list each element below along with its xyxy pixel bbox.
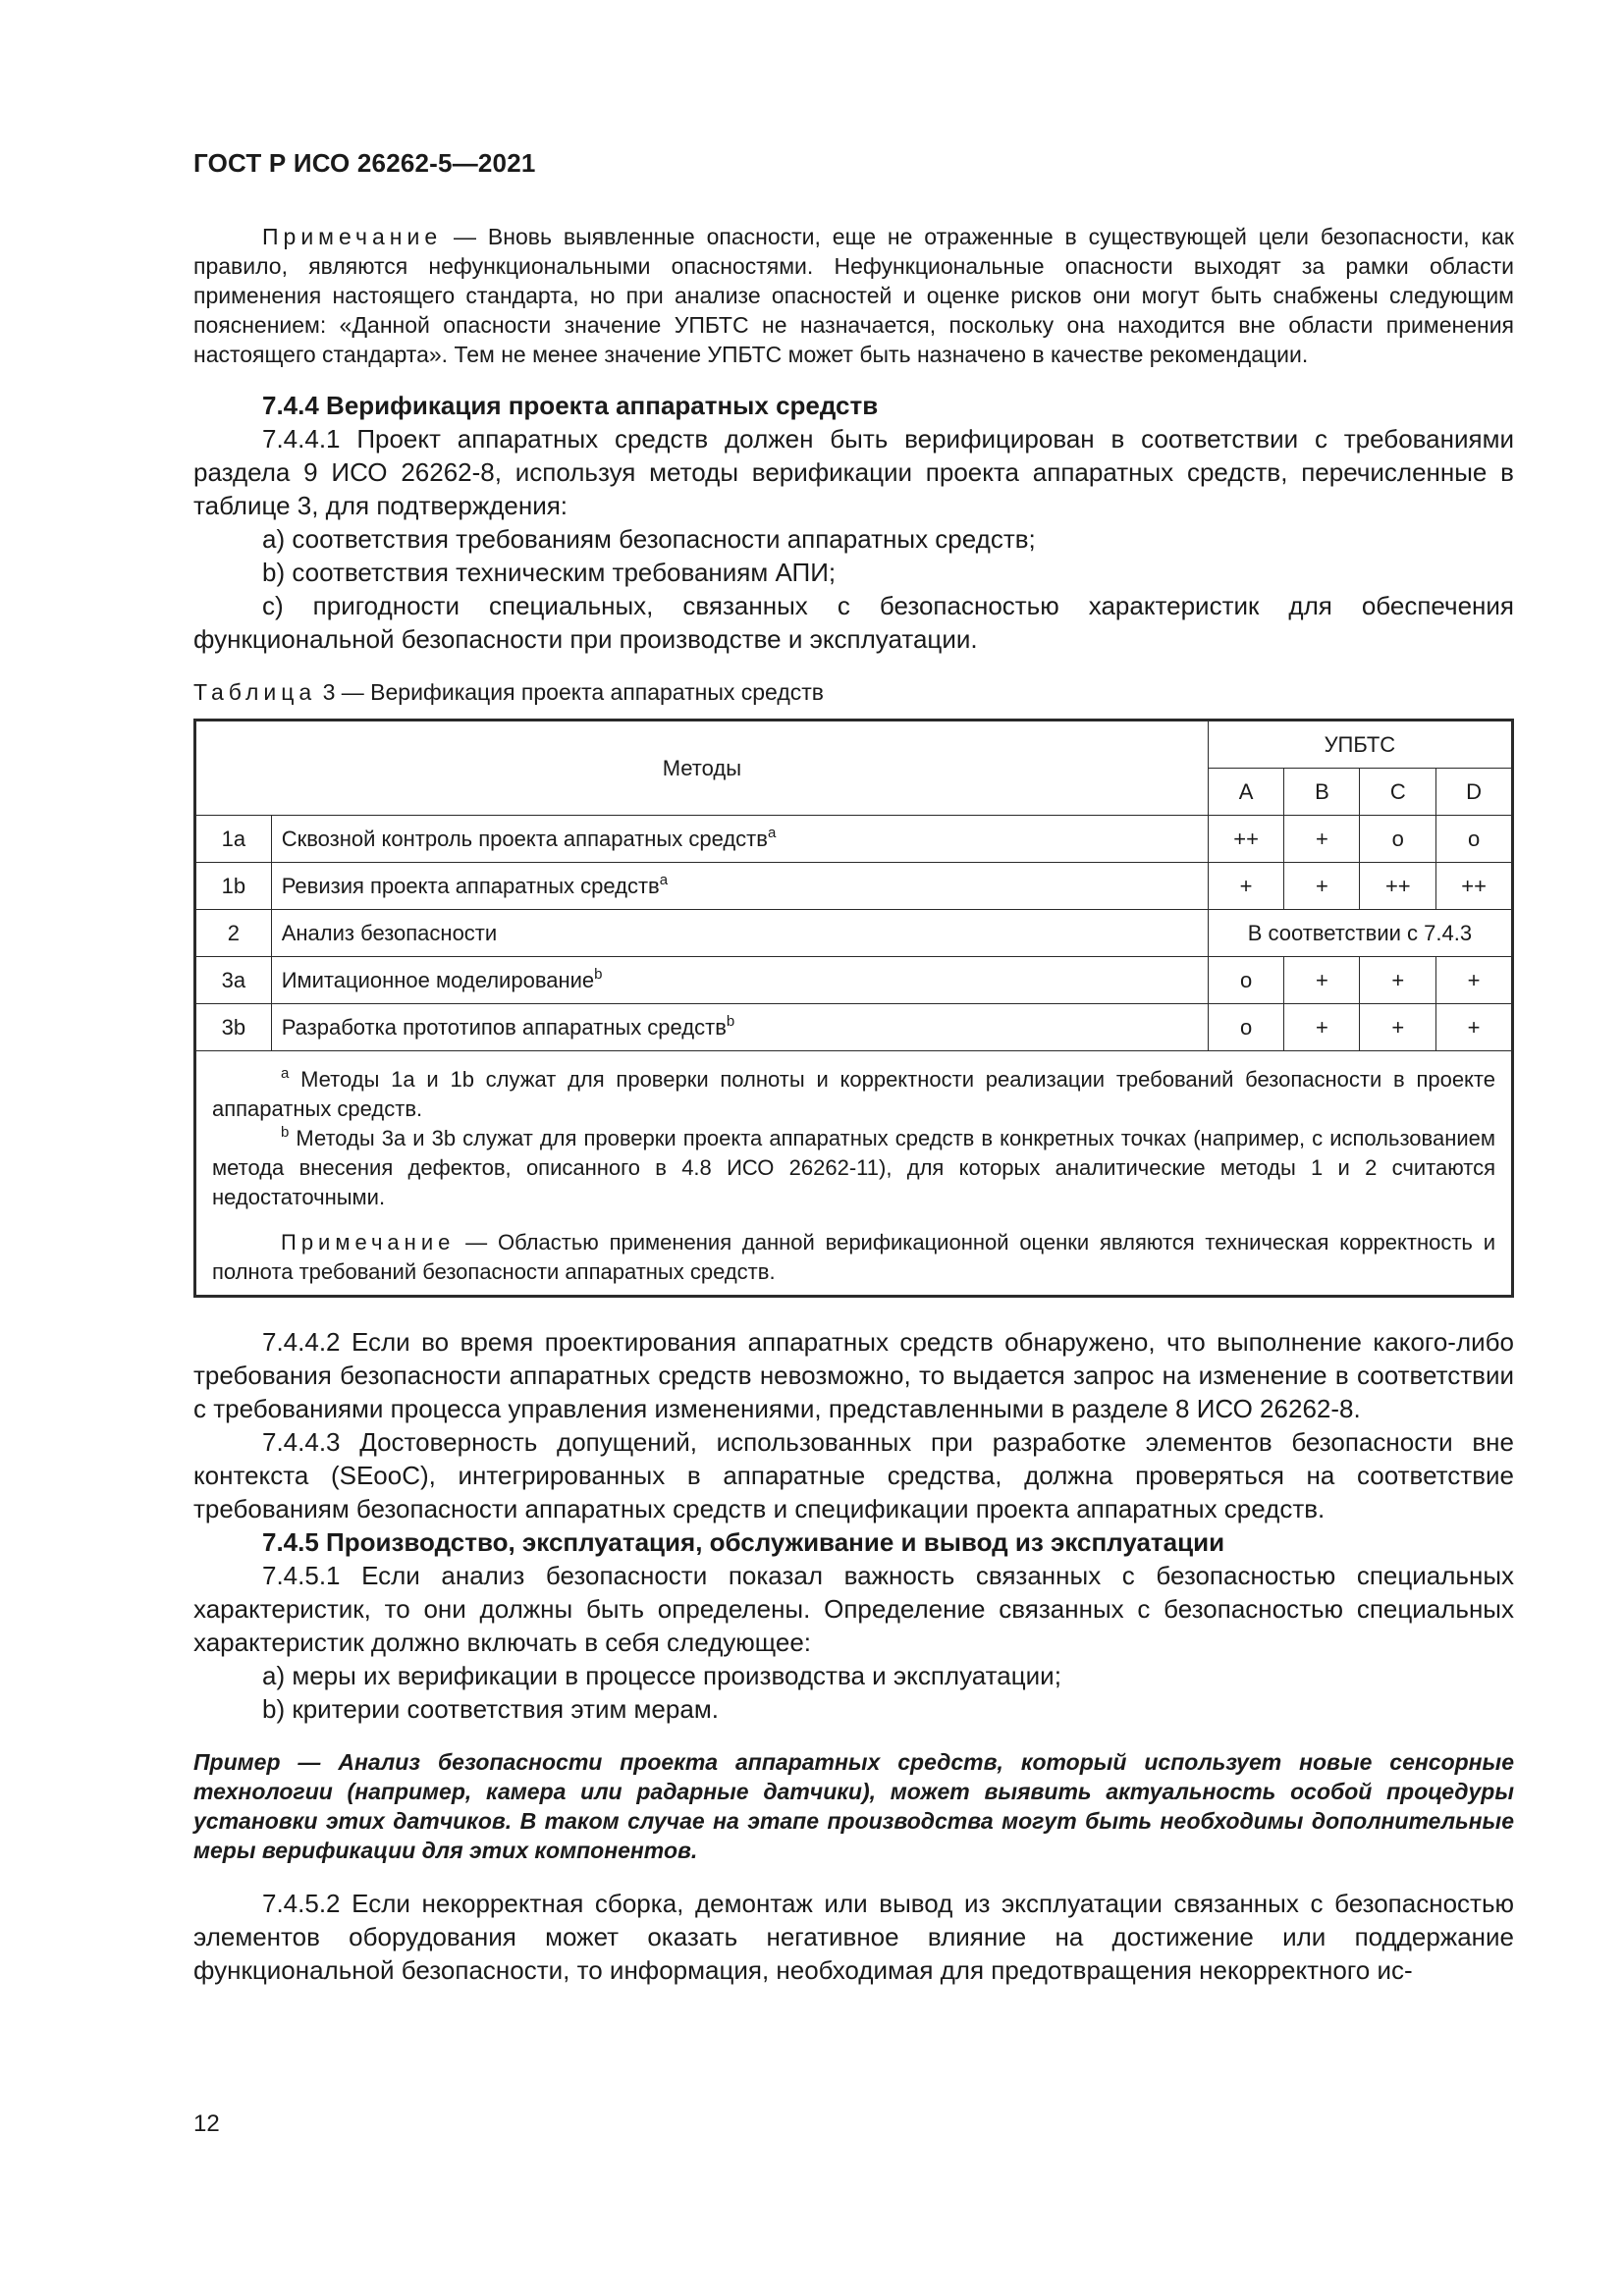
table-footnotes (195, 1051, 1513, 1297)
footnote-a: $^a$ Методы 1a и 1b служат для проверки полноты и корректности реализации требований безопасности в проекте аппаратных средств. (212, 1065, 1495, 1121)
table-row (195, 957, 1513, 1004)
document-header: ГОСТ Р ИСО 26262-5—2021 (193, 148, 536, 178)
page-number: 12 (193, 2110, 220, 2137)
rating-a: o (1208, 957, 1284, 1004)
footnote-b: $^b$ Методы 3a и 3b служат для проверки проекта аппаратных средств в конкретных точках (например, с использованием метода внесения дефектов, описанного в 4.8 ИСО 26262-11), для которых аналитические методы 1 и 2 считаются недостаточными. (212, 1124, 1495, 1209)
rating-d: o (1436, 816, 1513, 863)
table-caption-label: Таблица (193, 679, 317, 705)
note-label: Примечание (262, 224, 443, 249)
table-row (195, 910, 1513, 957)
asil-col-a: A (1208, 769, 1284, 816)
row-method: Анализ безопасности (271, 910, 1208, 957)
rating-a: ++ (1208, 816, 1284, 863)
list-item-c: c) пригодности специальных, связанных с безопасностью характеристик для обеспечения функциональной безопасности при производстве и эксплуатации. (193, 591, 1514, 654)
rating-b: + (1284, 816, 1360, 863)
paragraph-7-4-5-1: 7.4.5.1 Если анализ безопасности показал важность связанных с безопасностью специальных характеристик, то они должны быть определены. Определение связанных с безопасностью специальных характеристик должно включать в себя следующее: (193, 1561, 1514, 1657)
paragraph-7-4-4-3: 7.4.4.3 Достоверность допущений, использованных при разработке элементов безопасности вне контекста (SEooC), интегрированных в аппаратные средства, должна проверяться на соответствие требованиям безопасности аппаратных средств и спецификации проекта аппаратных средств. (193, 1427, 1514, 1523)
row-id: 1a (195, 816, 272, 863)
table-row (195, 1004, 1513, 1051)
list-item-b: b) критерии соответствия этим мерам. (262, 1694, 719, 1724)
asil-header: УПБТС (1208, 721, 1512, 769)
page-content (193, 222, 1514, 1987)
rating-a: o (1208, 1004, 1284, 1051)
methods-header: Методы (195, 721, 1209, 816)
rating-b: + (1284, 1004, 1360, 1051)
paragraph-7-4-4-1: 7.4.4.1 Проект аппаратных средств должен быть верифицирован в соответствии с требованиями раздела 9 ИСО 26262-8, используя методы верификации проекта аппаратных средств, перечисленные в таблице 3, для подтверждения: (193, 424, 1514, 520)
rating-merged: В соответствии с 7.4.3 (1208, 910, 1512, 957)
list-item-a: a) соответствия требованиям безопасности аппаратных средств; (262, 524, 1036, 554)
row-method: Разработка прототипов аппаратных средств$^b$ (271, 1004, 1208, 1051)
example-block: Пример — Анализ безопасности проекта аппаратных средств, который использует новые сенсорные технологии (например, камера или радарные датчики), может выявить актуальность особой процедуры установки этих датчиков. В таком случае на этапе производства могут быть необходимы дополнительные меры верификации для этих компонентов. (193, 1749, 1514, 1863)
section-7-4-4-heading: 7.4.4 Верификация проекта аппаратных средств (262, 391, 879, 420)
rating-d: + (1436, 957, 1513, 1004)
note-text: — Вновь выявленные опасности, еще не отраженные в существующей цели безопасности, как правило, являются нефункциональными опасностями. Нефункциональные опасности выходят за рамки области применения настоящего стандарта, но при анализе опасностей и оценке рисков они могут быть снабжены следующим пояснением: «Данной опасности значение УПБТС не назначается, поскольку она находится вне области применения настоящего стандарта». Тем не менее значение УПБТС может быть назначено в качестве рекомендации. (193, 224, 1514, 367)
row-id: 3a (195, 957, 272, 1004)
rating-c: o (1360, 816, 1436, 863)
row-method: Имитационное моделирование$^b$ (271, 957, 1208, 1004)
row-id: 3b (195, 1004, 272, 1051)
paragraph-7-4-4-2: 7.4.4.2 Если во время проектирования аппаратных средств обнаружено, что выполнение какого-либо требования безопасности аппаратных средств невозможно, то выдается запрос на изменение в соответствии с требованиями процесса управления изменениями, представленными в разделе 8 ИСО 26262-8. (193, 1327, 1514, 1423)
table-caption-text: 3 — Верификация проекта аппаратных средств (316, 679, 825, 705)
note-top (193, 222, 1514, 369)
table-note: Примечание — Областью применения данной верификационной оценки являются техническая корректность и полнота требований безопасности аппаратных средств. (212, 1230, 1495, 1284)
rating-b: + (1284, 957, 1360, 1004)
table-row (195, 816, 1513, 863)
table-caption (193, 677, 1514, 707)
verification-methods-table (193, 719, 1514, 1298)
section-7-4-5-heading: 7.4.5 Производство, эксплуатация, обслуживание и вывод из эксплуатации (262, 1527, 1225, 1557)
row-method: Ревизия проекта аппаратных средств$^a$ (271, 863, 1208, 910)
asil-col-b: B (1284, 769, 1360, 816)
paragraph-7-4-5-2: 7.4.5.2 Если некорректная сборка, демонтаж или вывод из эксплуатации связанных с безопасностью элементов оборудования может оказать негативное влияние на достижение или поддержание функциональной безопасности, то информация, необходимая для предотвращения некорректного ис- (193, 1889, 1514, 1985)
row-id: 1b (195, 863, 272, 910)
row-id: 2 (195, 910, 272, 957)
list-item-a: a) меры их верификации в процессе производства и эксплуатации; (262, 1661, 1061, 1690)
asil-col-c: C (1360, 769, 1436, 816)
rating-c: + (1360, 957, 1436, 1004)
asil-col-d: D (1436, 769, 1513, 816)
rating-d: + (1436, 1004, 1513, 1051)
rating-b: + (1284, 863, 1360, 910)
rating-c: ++ (1360, 863, 1436, 910)
rating-c: + (1360, 1004, 1436, 1051)
rating-a: + (1208, 863, 1284, 910)
rating-d: ++ (1436, 863, 1513, 910)
list-item-b: b) соответствия техническим требованиям АПИ; (262, 558, 837, 587)
table-row (195, 863, 1513, 910)
row-method: Сквозной контроль проекта аппаратных средств$^a$ (271, 816, 1208, 863)
